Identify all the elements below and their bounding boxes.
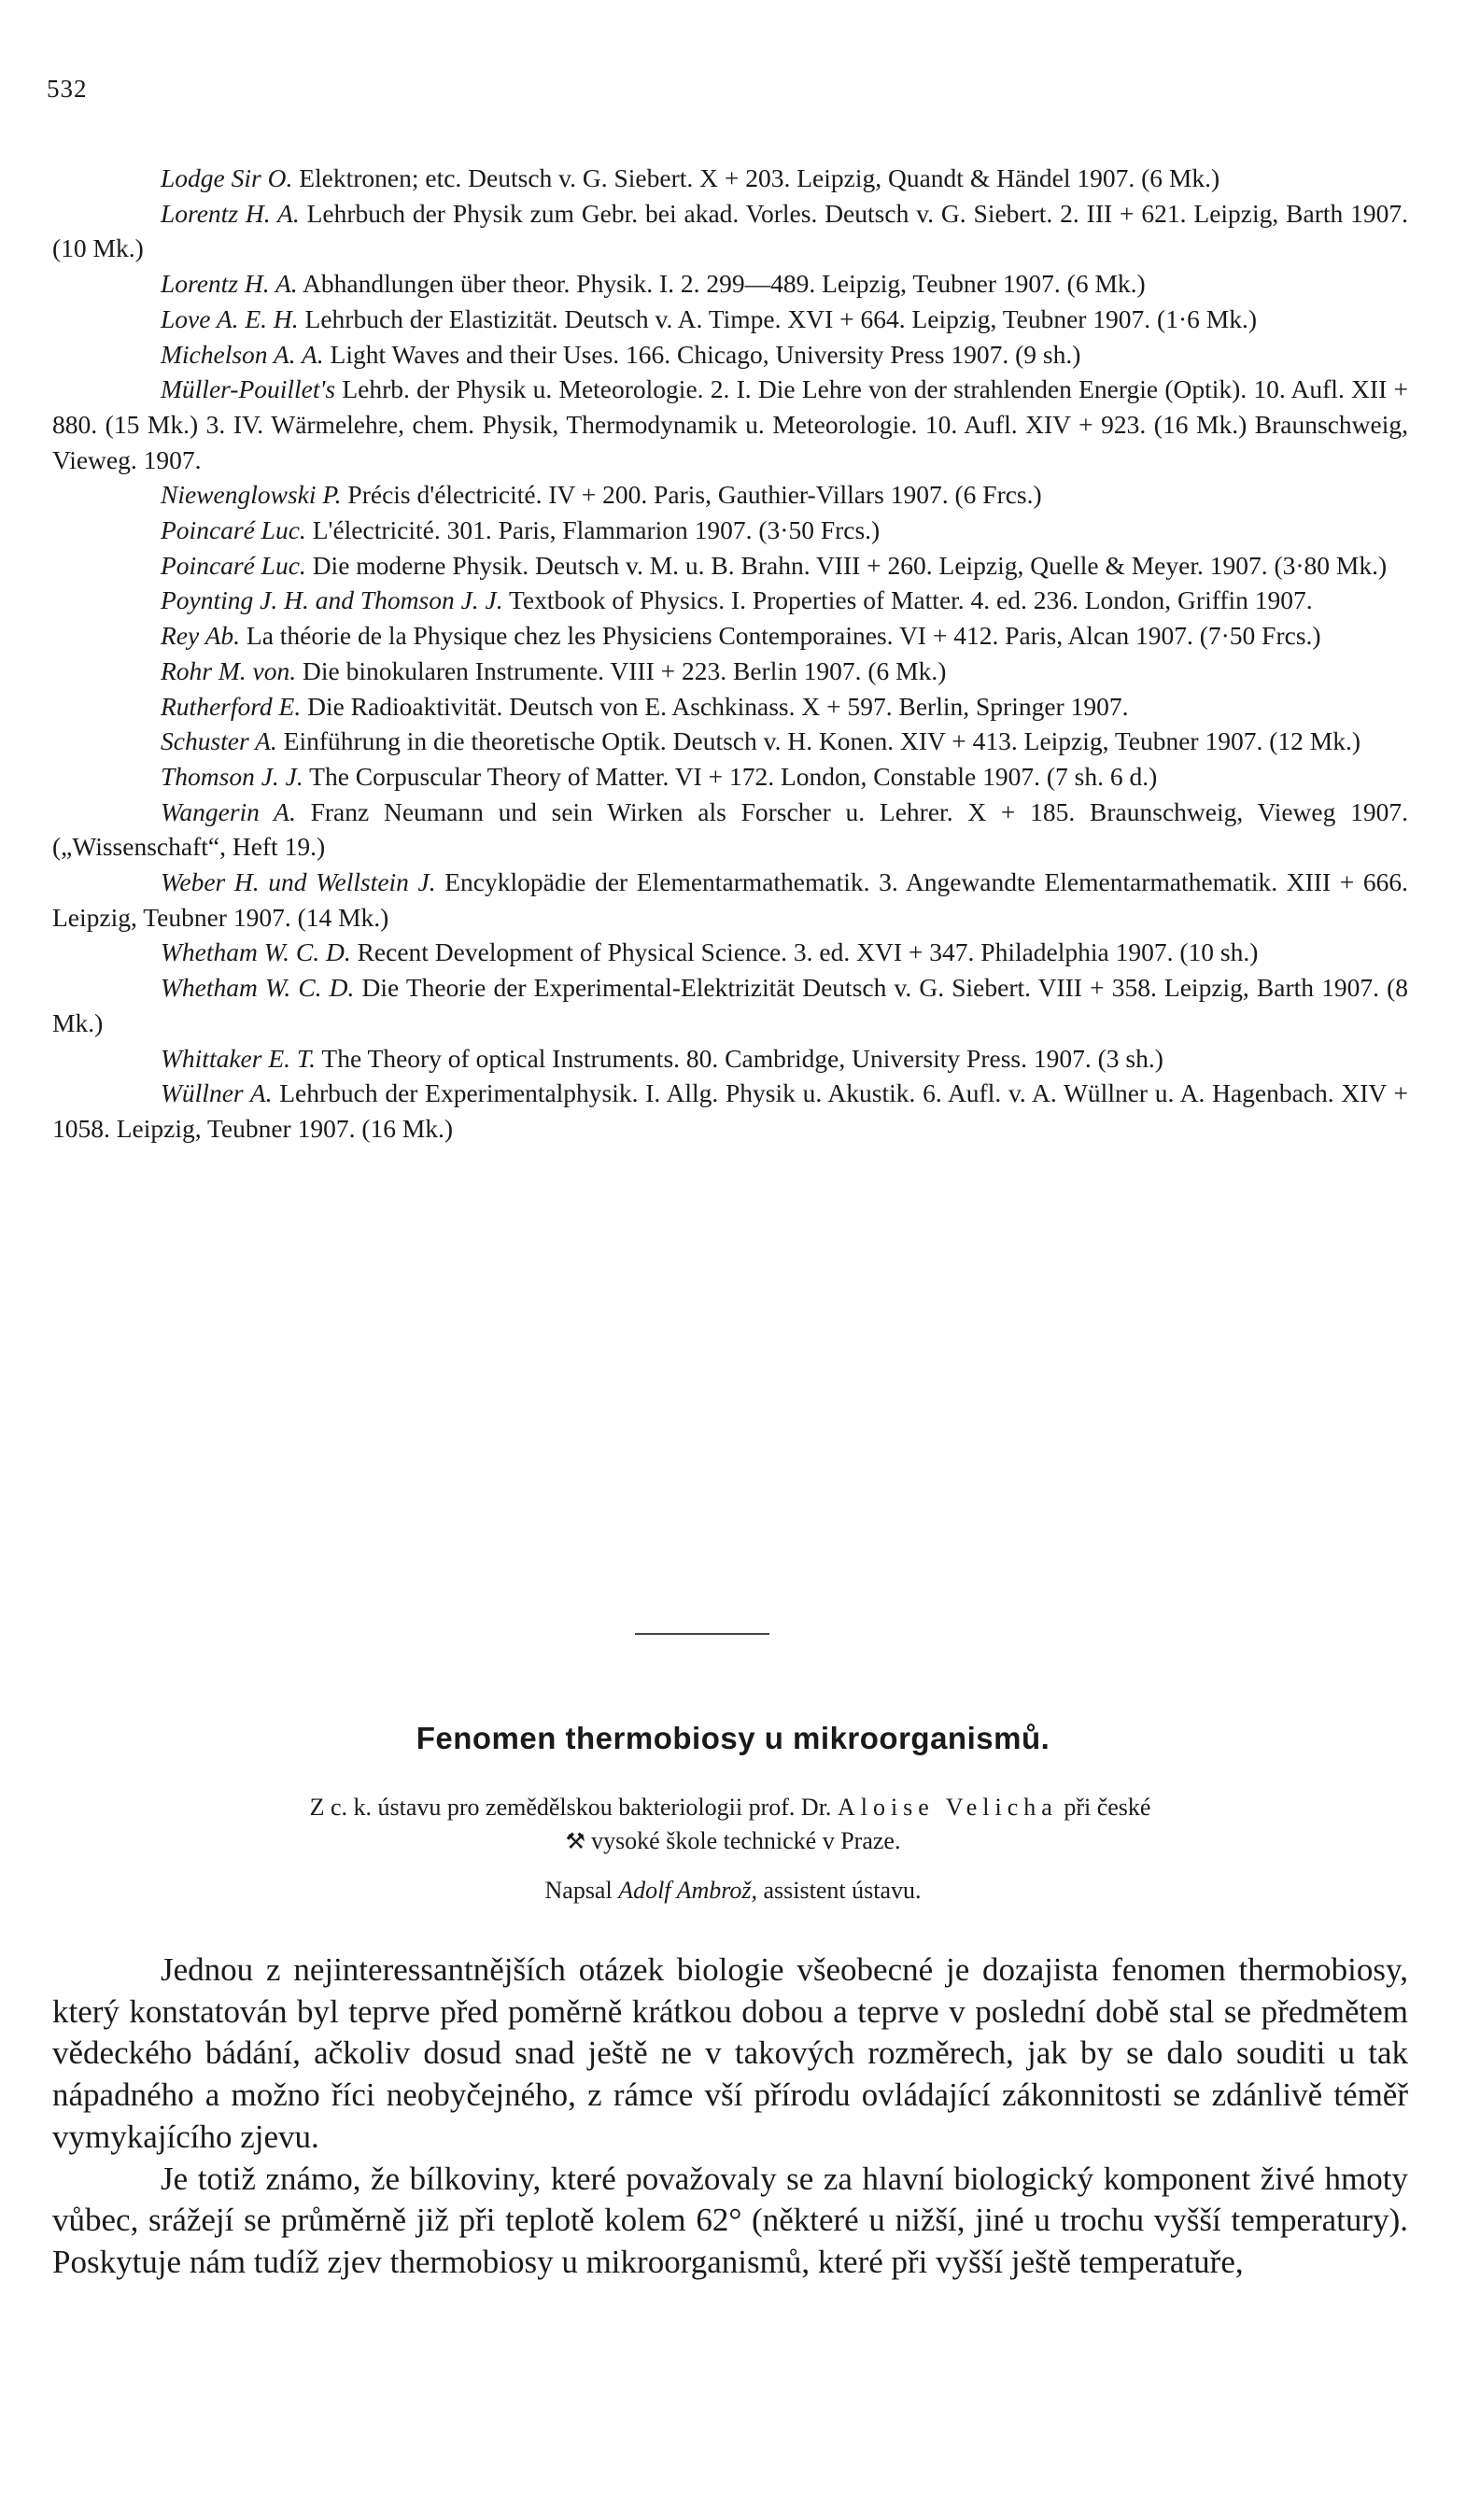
bibliography-entry <box>52 970 1408 1040</box>
bibliography-author: Whetham W. C. D. <box>161 937 351 967</box>
bibliography-author: Lorentz H. A. <box>161 269 298 299</box>
bibliography-author: Wüllner A. <box>161 1078 273 1108</box>
bibliography-entry <box>52 689 1408 725</box>
article-body <box>52 1950 1408 2284</box>
author-role: assistent ústavu. <box>763 1877 922 1904</box>
bibliography-text: Light Waves and their Uses. 166. Chicago, University Press 1907. (9 sh.) <box>330 339 1081 369</box>
bibliography-entry <box>52 548 1408 584</box>
bibliography-text: Die binokularen Instrumente. VIII + 223. Berlin 1907. (6 Mk.) <box>303 655 947 685</box>
bibliography-text: Encyklopädie der Elementarmathematik. 3. Angewandte Elementarmathematik. XIII + 666. Leipzig, Teubner 1907. (14 Mk.) <box>52 867 1408 932</box>
page-number: 532 <box>47 75 88 103</box>
institute-text-after: při české <box>1064 1794 1151 1821</box>
bibliography-entry <box>52 372 1408 477</box>
bibliography-entry <box>52 477 1408 513</box>
institute-text-end: vysoké škole technické v Praze. <box>591 1827 901 1854</box>
bibliography-text: Lehrbuch der Physik zum Gebr. bei akad. Vorles. Deutsch v. G. Siebert. 2. III + 621. Leipzig, Barth 1907. (10 Mk.) <box>52 198 1409 263</box>
institute-professor-name: Aloise Velicha <box>837 1794 1058 1821</box>
emblem-icon: ⚒ <box>565 1830 586 1854</box>
bibliography-entry <box>52 759 1408 795</box>
bibliography-text: L'électricité. 301. Paris, Flammarion 1907. (3·50 Frcs.) <box>312 515 881 545</box>
institute-text-before: Z c. k. ústavu pro zemědělskou bakteriologii prof. Dr. <box>309 1794 832 1821</box>
bibliography-author: Rey Ab. <box>161 621 241 651</box>
bibliography-author: Schuster A. <box>161 726 277 756</box>
bibliography-text: Lehrbuch der Experimentalphysik. I. Allg. Physik u. Akustik. 6. Aufl. v. A. Wüllner u. A. Hagenbach. XIV + 1058. Leipzig, Teubner 1907. (16 Mk.) <box>52 1078 1408 1143</box>
bibliography-text: Lehrbuch der Elastizität. Deutsch v. A. Timpe. XVI + 664. Leipzig, Teubner 1907. (1·6 Mk.) <box>304 303 1257 333</box>
bibliography-author: Müller-Pouillet's <box>161 374 336 404</box>
bibliography-text: Einführung in die theoretische Optik. Deutsch v. H. Konen. XIV + 413. Leipzig, Teubner 1907. (12 Mk.) <box>283 726 1360 756</box>
bibliography-entry <box>52 337 1408 373</box>
bibliography-text: Textbook of Physics. I. Properties of Matter. 4. ed. 236. London, Griffin 1907. <box>509 585 1313 615</box>
bibliography-entry <box>52 724 1408 759</box>
byline <box>0 1877 1466 1905</box>
author-name: Adolf Ambrož, <box>618 1877 757 1904</box>
bibliography-author: Niewenglowski P. <box>161 480 342 510</box>
article-title: Fenomen thermobiosy u mikroorganismů. <box>416 1721 1050 1755</box>
section-divider <box>635 1633 769 1635</box>
bibliography-text: La théorie de la Physique chez les Physiciens Contemporaines. VI + 412. Paris, Alcan 1907. (7·50 Frcs.) <box>246 621 1321 651</box>
institute-note <box>52 1791 1408 1859</box>
bibliography-entry <box>52 583 1408 618</box>
bibliography-text: The Corpuscular Theory of Matter. VI + 172. London, Constable 1907. (7 sh. 6 d.) <box>309 761 1158 791</box>
bibliography-entry <box>52 513 1408 548</box>
bibliography-entry <box>52 618 1408 654</box>
bibliography-entry <box>52 196 1408 266</box>
bibliography-author: Whittaker E. T. <box>161 1043 316 1073</box>
bibliography-text: Lehrb. der Physik u. Meteorologie. 2. I. Die Lehre von der strahlenden Energie (Optik). 10. Aufl. XII + 880. (15 Mk.) 3. IV. Wärmelehre, chem. Physik, Thermodynamik u. Meteorologie. 10. Aufl. XIV + 923. (16 Mk.) Braunschweig, Vieweg. 1907. <box>52 374 1408 474</box>
bibliography-text: Die Theorie der Experimental-Elektrizität Deutsch v. G. Siebert. VIII + 358. Leipzig, Barth 1907. (8 Mk.) <box>52 973 1408 1037</box>
bibliography-author: Wangerin A. <box>161 796 296 826</box>
bibliography-entry <box>52 161 1408 196</box>
bibliography-author: Whetham W. C. D. <box>161 973 355 1003</box>
bibliography-entry <box>52 795 1408 865</box>
bibliography-text: Franz Neumann und sein Wirken als Forscher u. Lehrer. X + 185. Braunschweig, Vieweg 1907. („Wissenschaft“, Heft 19.) <box>52 796 1408 862</box>
bibliography-text: Précis d'électricité. IV + 200. Paris, Gauthier-Villars 1907. (6 Frcs.) <box>347 480 1042 510</box>
bibliography-text: Die Radioaktivität. Deutsch von E. Aschkinass. X + 597. Berlin, Springer 1907. <box>307 691 1129 721</box>
bibliography-text: Recent Development of Physical Science. 3. ed. XVI + 347. Philadelphia 1907. (10 sh.) <box>357 937 1259 967</box>
bibliography-text: The Theory of optical Instruments. 80. Cambridge, University Press. 1907. (3 sh.) <box>321 1043 1163 1073</box>
bibliography-entry <box>52 654 1408 689</box>
bibliography-entry <box>52 865 1408 935</box>
bibliography-entry <box>52 266 1408 302</box>
bibliography-entry <box>52 1076 1408 1146</box>
paragraph: Je totiž známo, že bílkoviny, které považovaly se za hlavní biologický komponent živé hmoty vůbec, srážejí se průměrně již při teplotě kolem 62° (některé u nižší, jiné u trochu vyšší temperatury). Poskytuje nám tudíž zjev thermobiosy u mikroorganismů, které při vyšší ještě temperatuře, <box>52 2160 1408 2280</box>
bibliography-text: Abhandlungen über theor. Physik. I. 2. 299—489. Leipzig, Teubner 1907. (6 Mk.) <box>303 269 1146 299</box>
bibliography-text: Die moderne Physik. Deutsch v. M. u. B. Brahn. VIII + 260. Leipzig, Quelle & Meyer. 1907. (3·80 Mk.) <box>312 550 1388 580</box>
bibliography-author: Love A. E. H. <box>161 303 299 333</box>
bibliography-author: Lorentz H. A. <box>161 198 300 228</box>
bibliography-author: Lodge Sir O. <box>161 163 293 192</box>
bibliography-author: Poincaré Luc. <box>161 515 306 545</box>
bibliography-entry <box>52 1041 1408 1077</box>
byline-prefix: Napsal <box>544 1877 613 1904</box>
bibliography-author: Thomson J. J. <box>161 761 303 791</box>
bibliography-author: Rutherford E. <box>161 691 302 721</box>
bibliography-author: Weber H. und Wellstein J. <box>161 867 436 897</box>
paragraph: Jednou z nejinteressantnějších otázek biologie všeobecné je dozajista fenomen thermobiosy, který konstatován byl teprve před poměrně krátkou dobou a teprve v poslední době stal se předmětem vědeckého bádání, ačkoliv dosud snad ještě ne v takových rozměrech, jak by se dalo souditi u tak nápadného a možno říci neobyčejného, z rámce vší přírodu ovládající zákonnitosti se zdánlivě téměř vymykajícího zjevu. <box>52 1951 1408 2155</box>
bibliography-author: Michelson A. A. <box>161 339 324 369</box>
bibliography-list <box>52 161 1408 1147</box>
bibliography-author: Poincaré Luc. <box>161 550 306 580</box>
bibliography-entry <box>52 302 1408 337</box>
bibliography-text: Elektronen; etc. Deutsch v. G. Siebert. X + 203. Leipzig, Quandt & Händel 1907. (6 Mk.) <box>299 163 1220 192</box>
bibliography-author: Poynting J. H. and Thomson J. J. <box>161 585 503 615</box>
bibliography-entry <box>52 935 1408 970</box>
bibliography-author: Rohr M. von. <box>161 655 297 685</box>
